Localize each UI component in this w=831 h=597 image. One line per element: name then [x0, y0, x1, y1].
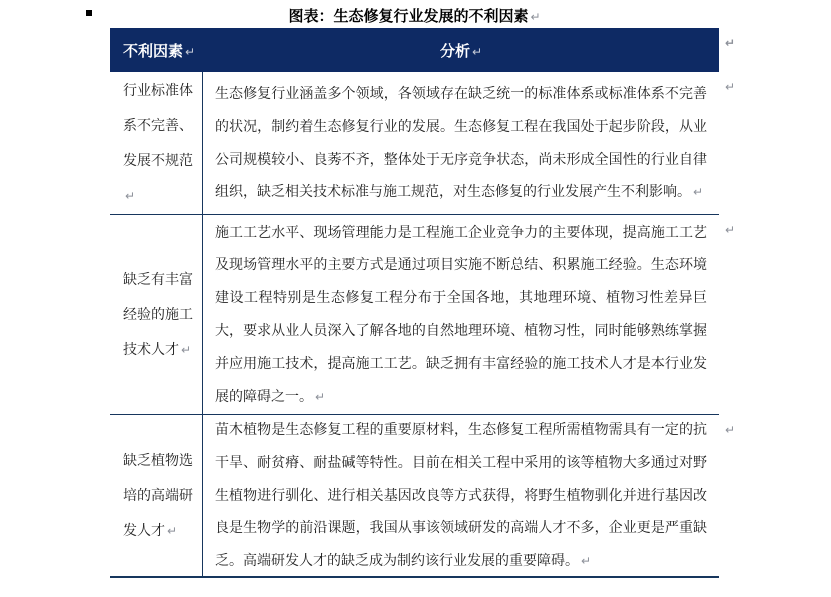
paragraph-mark-icon: ↵: [185, 44, 196, 59]
analysis-text: [215, 77, 707, 209]
row-end-paragraph-mark-icon: ↵: [724, 223, 735, 237]
factor-text: [123, 262, 197, 368]
table-row: [110, 214, 735, 414]
factor-text: [123, 443, 197, 549]
paragraph-mark-icon: ↵: [471, 44, 483, 59]
analysis-text: [215, 413, 707, 578]
paragraph-mark-icon: ↵: [125, 188, 136, 203]
factor-cell: [110, 415, 203, 576]
table-header-row: [110, 28, 735, 72]
analysis-value: 生态修复行业涵盖多个领域，各领域存在缺乏统一的标准体系或标准体系不完善的状况，制约着生态修复行业的发展。生态修复工程在我国处于起步阶段，从业公司规模较小、良莠不齐，整体处于无序竞争状态，尚未形成全国性的行业自律组织，缺乏相关技术标准与施工规范，对生态修复的行业发展产生不利影响。: [215, 84, 707, 200]
factor-cell: [110, 72, 203, 214]
page-title: [110, 5, 719, 26]
factor-text: [123, 73, 197, 214]
analysis-cell: [203, 215, 719, 414]
table-row: [110, 414, 735, 578]
analysis-text: [215, 216, 707, 414]
paragraph-mark-icon: ↵: [315, 389, 326, 404]
paragraph-mark-icon: ↵: [167, 523, 178, 538]
analysis-cell: [203, 72, 719, 214]
analysis-value: 苗木植物是生态修复工程的重要原材料，生态修复工程所需植物需具有一定的抗干旱、耐贫瘠、耐盐碱等特性。目前在相关工程中采用的该等植物大多通过对野生植物进行驯化、进行相关基因改良等方式获得，将野生植物驯化并进行基因改良是生物学的前沿课题，我国从事该领域研发的高端人才不多，企业更是严重缺乏。高端研发人才的缺乏成为制约该行业发展的重要障碍。: [215, 421, 707, 569]
factor-cell: [110, 215, 203, 414]
paragraph-mark-icon: ↵: [181, 342, 192, 357]
anchor-marker-icon: [86, 10, 92, 16]
header-factor-label: 不利因素: [123, 42, 184, 60]
header-analysis-label: 分析: [439, 42, 470, 60]
paragraph-mark-icon: ↵: [530, 10, 541, 24]
row-end-paragraph-mark-icon: ↵: [724, 80, 735, 94]
paragraph-mark-icon: ↵: [581, 554, 592, 569]
table-row: [110, 72, 735, 214]
header-cell-factor: [110, 40, 203, 61]
factor-value: 缺乏植物选培的高端研发人才: [123, 451, 193, 538]
analysis-value: 施工工艺水平、现场管理能力是工程施工企业竞争力的主要体现，提高施工工艺及现场管理水平的主要方式是通过项目实施不断总结、积累施工经验。生态环境建设工程特别是生态修复工程分布于全国各地，其地理环境、植物习性差异巨大，要求从业人员深入了解各地的自然地理环境、植物习性，同时能够熟练掌握并应用施工技术，提高施工工艺。缺乏拥有丰富经验的施工技术人才是本行业发展的障碍之一。: [215, 223, 707, 404]
title-text: 图表：生态修复行业发展的不利因素: [288, 8, 529, 25]
header-cell-analysis: [203, 40, 719, 61]
factors-table: [110, 28, 735, 578]
analysis-cell: [203, 415, 719, 576]
factor-value: 行业标准体系不完善、发展不规范: [123, 81, 193, 168]
row-end-paragraph-mark-icon: ↵: [724, 36, 735, 50]
row-end-paragraph-mark-icon: ↵: [724, 423, 735, 437]
factor-value: 缺乏有丰富经验的施工技术人才: [123, 270, 193, 357]
paragraph-mark-icon: ↵: [693, 185, 704, 200]
